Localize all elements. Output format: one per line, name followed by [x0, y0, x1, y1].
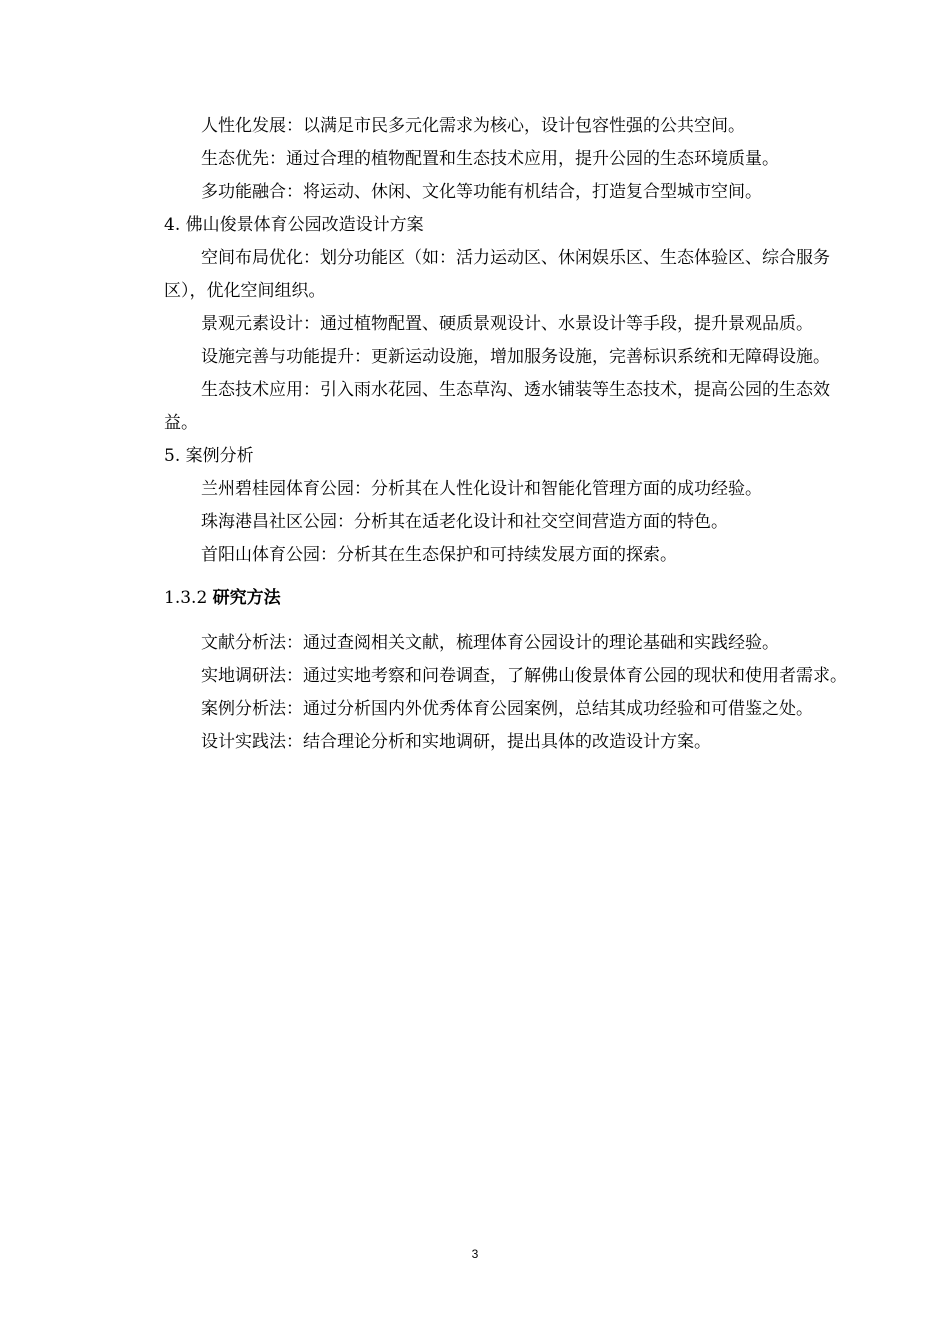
page-number: 3 — [471, 1247, 479, 1261]
methods-heading-number: 1.3.2 — [164, 588, 208, 608]
methods-heading-title: 研究方法 — [212, 588, 281, 608]
section-4-paragraph: 空间布局优化：划分功能区（如：活力运动区、休闲娱乐区、生态体验区、综合服务区），优化空间组织。 — [164, 248, 830, 301]
principle-paragraph: 多功能融合：将运动、休闲、文化等功能有机结合，打造复合型城市空间。 — [201, 182, 762, 202]
method-paragraph: 文献分析法：通过查阅相关文献，梳理体育公园设计的理论基础和实践经验。 — [201, 633, 779, 653]
method-paragraph: 设计实践法：结合理论分析和实地调研，提出具体的改造设计方案。 — [201, 732, 711, 752]
methods-heading — [164, 582, 858, 615]
method-paragraph: 实地调研法：通过实地考察和问卷调查，了解佛山俊景体育公园的现状和使用者需求。 — [201, 666, 847, 686]
section-5-paragraph: 珠海港昌社区公园：分析其在适老化设计和社交空间营造方面的特色。 — [201, 512, 728, 532]
principle-paragraph: 生态优先：通过合理的植物配置和生态技术应用，提升公园的生态环境质量。 — [201, 149, 779, 169]
method-paragraph: 案例分析法：通过分析国内外优秀体育公园案例，总结其成功经验和可借鉴之处。 — [201, 699, 813, 719]
page-content — [164, 110, 858, 759]
section-4-paragraph: 景观元素设计：通过植物配置、硬质景观设计、水景设计等手段，提升景观品质。 — [201, 314, 813, 334]
section-4-paragraph: 设施完善与功能提升：更新运动设施，增加服务设施，完善标识系统和无障碍设施。 — [201, 347, 830, 367]
section-4-paragraph: 生态技术应用：引入雨水花园、生态草沟、透水铺装等生态技术，提高公园的生态效益。 — [164, 380, 830, 433]
section-4-heading: 4. 佛山俊景体育公园改造设计方案 — [164, 215, 424, 235]
section-5-paragraph: 兰州碧桂园体育公园：分析其在人性化设计和智能化管理方面的成功经验。 — [201, 479, 762, 499]
principle-paragraph: 人性化发展：以满足市民多元化需求为核心，设计包容性强的公共空间。 — [201, 116, 745, 136]
section-5-paragraph: 首阳山体育公园：分析其在生态保护和可持续发展方面的探索。 — [201, 545, 677, 565]
section-5-heading: 5. 案例分析 — [164, 446, 254, 466]
